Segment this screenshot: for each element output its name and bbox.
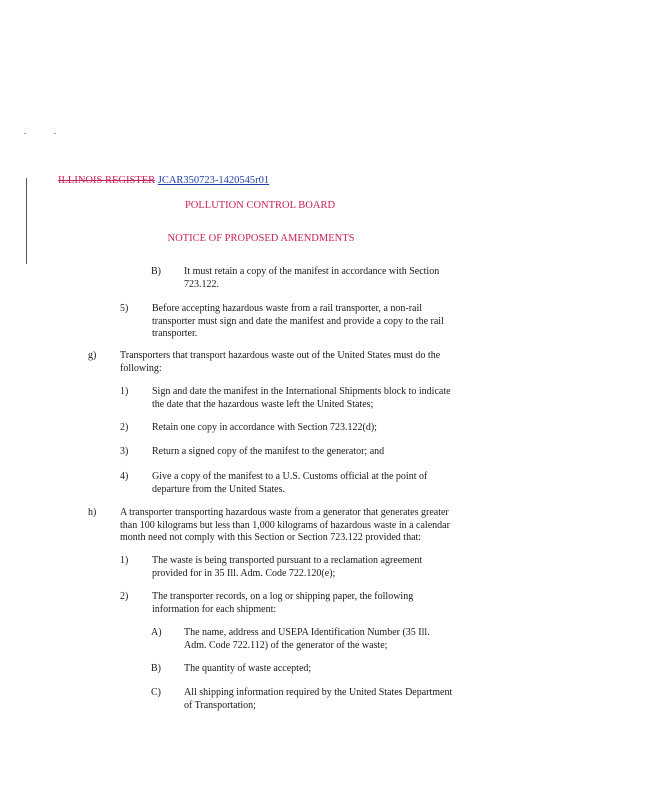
item-text-line: Retain one copy in accordance with Section 723.122(d); — [152, 422, 377, 433]
item-text-line: departure from the United States. — [152, 483, 286, 495]
notice-title: NOTICE OF PROPOSED AMENDMENTS — [167, 233, 355, 244]
item-text-line: 723.122. — [184, 278, 219, 290]
item-text-line: Sign and date the manifest in the International Shipments block to indicate — [152, 386, 451, 397]
item-text-line: Transporters that transport hazardous waste out of the United States must do the — [120, 350, 441, 361]
item-text-line: provided for in 35 Ill. Adm. Code 722.120(e); — [152, 567, 336, 579]
inserted-jcar-id: JCAR350723-1420545r01 — [157, 175, 270, 186]
item-text-line: The name, address and USEPA Identification Number (35 Ill. — [184, 627, 430, 638]
item-label: 5) — [120, 303, 129, 314]
item-label: B) — [151, 266, 161, 277]
deleted-register-title: ILLINOIS REGISTER — [58, 175, 156, 186]
item-label: C) — [151, 687, 161, 698]
item-label: 2) — [120, 591, 129, 602]
item-text-line: It must retain a copy of the manifest in accordance with Section — [184, 266, 440, 277]
item-text-line: following: — [120, 362, 162, 374]
item-label: h) — [88, 507, 97, 518]
item-text-line: transporter must sign and date the manifest and provide a copy to the rail — [152, 315, 444, 327]
scan-speck — [54, 133, 56, 134]
item-text-line: than 100 kilograms but less than 1,000 kilograms of hazardous waste in a calendar — [120, 519, 450, 531]
item-text-line: A transporter transporting hazardous waste from a generator that generates greater — [120, 507, 449, 518]
item-text-line: Before accepting hazardous waste from a rail transporter, a non-rail — [152, 303, 423, 314]
item-label: B) — [151, 663, 161, 674]
item-text-line: Return a signed copy of the manifest to the generator; and — [152, 446, 385, 457]
board-title: POLLUTION CONTROL BOARD — [184, 200, 336, 211]
item-text-line: transporter. — [152, 328, 198, 339]
item-text-line: The quantity of waste accepted; — [184, 663, 312, 674]
revision-change-bar — [26, 178, 27, 264]
item-text-line: Adm. Code 722.112) of the generator of the waste; — [184, 639, 388, 651]
item-text-line: The waste is being transported pursuant to a reclamation agreement — [152, 555, 423, 566]
item-label: 1) — [120, 386, 129, 397]
item-text-line: Give a copy of the manifest to a U.S. Customs official at the point of — [152, 471, 428, 482]
register-header — [58, 175, 269, 186]
item-text-line: The transporter records, on a log or shipping paper, the following — [152, 591, 414, 602]
item-text-line: information for each shipment: — [152, 603, 277, 615]
item-text-line: All shipping information required by the United States Department — [184, 687, 453, 698]
item-text-line: of Transportation; — [184, 699, 256, 711]
scan-speck — [24, 133, 26, 134]
item-label: 4) — [120, 471, 129, 482]
item-text-line: month need not comply with this Section or Section 723.122 provided that: — [120, 532, 422, 543]
item-label: g) — [88, 350, 97, 361]
item-label: 1) — [120, 555, 129, 566]
item-text-line: the date that the hazardous waste left the United States; — [152, 398, 374, 410]
item-label: 3) — [120, 446, 129, 457]
item-label: 2) — [120, 422, 129, 433]
item-label: A) — [151, 627, 162, 638]
